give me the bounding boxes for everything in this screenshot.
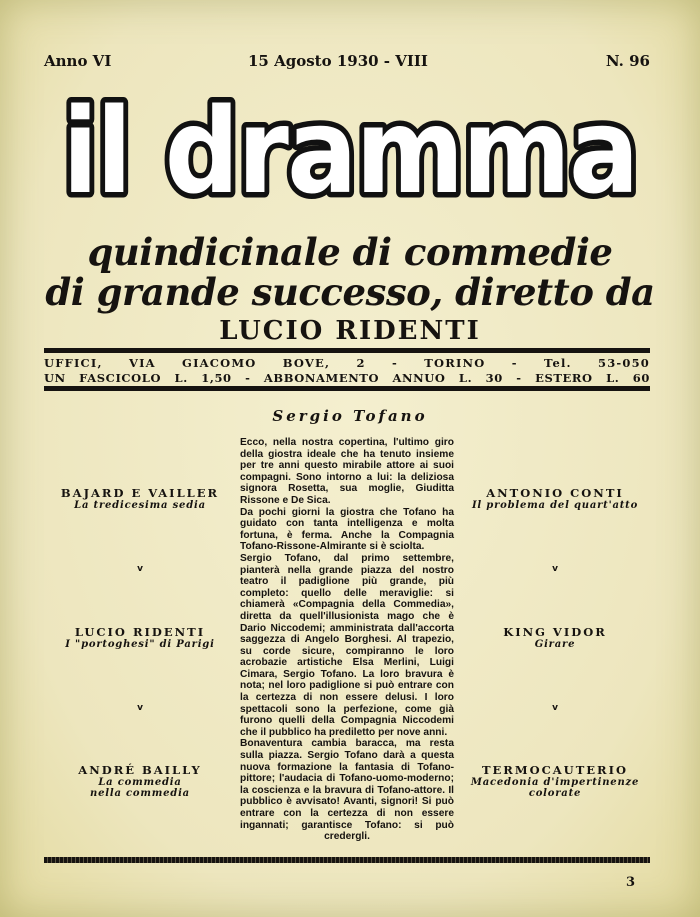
- entry-title: La tredicesima sedia: [74, 500, 206, 511]
- prices-line: UN FASCICOLO L. 1,50 - ABBONAMENTO ANNUO L. 30 - ESTERO L. 60: [44, 371, 650, 385]
- rule-top: [44, 348, 650, 353]
- issue-year: Anno VI: [44, 52, 112, 70]
- tagline-line-1: quindicinale di commedie: [87, 230, 613, 274]
- entry-title: colorate: [528, 788, 582, 799]
- entry-title: nella commedia: [90, 788, 190, 799]
- ornament-icon: v: [552, 703, 558, 713]
- right-entry-2: [455, 625, 655, 650]
- page-number: 3: [626, 875, 636, 890]
- right-entry-3: [455, 763, 655, 799]
- masthead-logo: [55, 80, 645, 220]
- director-name: LUCIO RIDENTI: [219, 316, 481, 346]
- issue-date: 15 Agosto 1930 - VIII: [248, 52, 428, 70]
- ornament-icon: v: [137, 703, 143, 713]
- logo-text: il dramma: [62, 82, 638, 220]
- article-body: [240, 437, 454, 843]
- article-paragraph: Bonaventura cambia baracca, ma resta sulla piazza. Sergio Tofano darà a questa nuova formazione la fantasia di Tofano-pittore; l'audacia di Tofano-uomo-moderno; la coscienza e la bravura di Tofano-attore. Il pubblico è avvisato! Avanti, signori! Si può entrare con la certezza di non essere ingannati; garantisce Tofano: si può credergli.: [240, 738, 454, 843]
- left-entry-3: [40, 763, 240, 799]
- article-paragraph: Sergio Tofano, dal primo settembre, pianterà nella grande piazza del nostro teatro il padiglione più grande, più completo: quello delle meraviglie: si chiamerà «Compagnia della Commedia», diretta da quell'illusionista mago che è Dario Niccodemi; amministrata dall'accorta saggezza di Angelo Borghesi. Al trapezio, su corde sicure, compiranno le loro acrobazie artistiche Elsa Merlini, Luigi Cimara, Sergio Tofano. La loro bravura è nota; nel loro padiglione si può entrare con la certezza di non essere delusi. I loro spettacoli sono la perfezione, come già furono quelli della Compagnia Niccodemi che il pubblico ha prediletto per nove anni.: [240, 552, 454, 738]
- entry-author: LUCIO RIDENTI: [74, 625, 206, 639]
- right-entry-1: [455, 486, 655, 511]
- article-paragraph: Ecco, nella nostra copertina, l'ultimo giro della giostra ideale che ha tenuto insieme per tre anni questo mirabile attore ai suoi compagni. Sono intorno a lui: la deliziosa signora Rosetta, sua moglie, Giuditta Rissone e De Sica.: [240, 437, 454, 506]
- entry-title: I "portoghesi" di Parigi: [65, 639, 215, 650]
- tagline-line-2: di grande successo, diretto da: [45, 270, 655, 314]
- entry-title: La commedia: [98, 777, 182, 788]
- article-title: Sergio Tofano: [272, 407, 428, 425]
- entry-author: ANDRÉ BAILLY: [78, 763, 202, 777]
- issue-number: N. 96: [605, 52, 650, 70]
- article-paragraph: Da pochi giorni la giostra che Tofano ha guidato con tanta intelligenza e molta fortuna, è ferma. Anche la Compagnia Tofano-Rissone-Almirante si è sciolta.: [240, 506, 454, 553]
- entry-author: KING VIDOR: [503, 625, 607, 639]
- dateline: [44, 52, 650, 72]
- entry-title: Il problema del quart'atto: [471, 500, 639, 511]
- bottom-rule: [44, 857, 650, 863]
- left-entry-1: [40, 486, 240, 511]
- entry-title: Macedonia d'impertinenze: [470, 777, 640, 788]
- entry-author: ANTONIO CONTI: [486, 486, 624, 500]
- entry-author: BAJARD E VAILLER: [60, 486, 220, 500]
- rule-bottom: [44, 386, 650, 391]
- ornament-icon: v: [552, 564, 558, 574]
- offices-line: UFFICI, VIA GIACOMO BOVE, 2 - TORINO - Tel. 53-050: [44, 356, 650, 370]
- entry-author: TERMOCAUTERIO: [481, 763, 628, 777]
- entry-title: Girare: [534, 639, 576, 650]
- ornament-icon: v: [137, 564, 143, 574]
- left-entry-2: [40, 625, 240, 650]
